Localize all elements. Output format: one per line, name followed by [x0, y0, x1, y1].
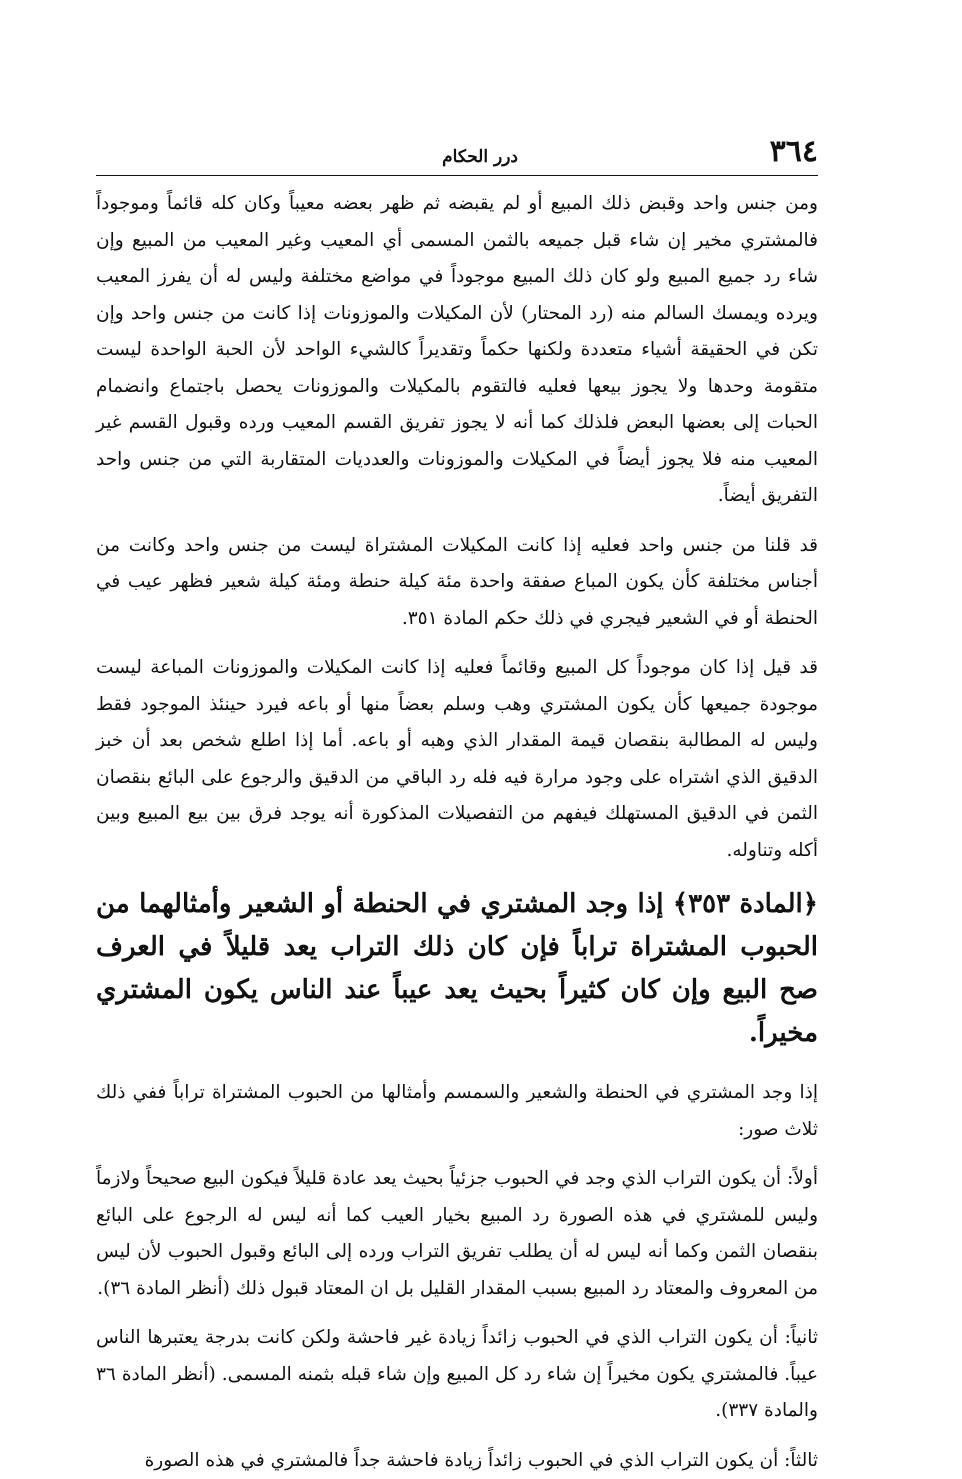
- page-header: [96, 130, 818, 180]
- running-title: درر الحكام: [442, 146, 518, 168]
- paragraph-7: ثالثاً: أن يكون التراب الذي في الحبوب زائداً زيادة فاحشة جداً فالمشتري في هذه الصورة: [96, 1443, 818, 1479]
- header-rule: [96, 175, 818, 176]
- document-page: [96, 130, 818, 1470]
- paragraph-5: أولاً: أن يكون التراب الذي وجد في الحبوب جزئياً بحيث يعد عادة قليلاً فيكون البيع صحيحاً ولازماً وليس للمشتري في هذه الصورة رد المبيع بخيار العيب كما أنه ليس له الرجوع على البائع بنقصان الثمن وكما أنه ليس له أن يطلب تفريق التراب ورده إلى البائع وقبول الحبوب لأن ليس من المعروف والمعتاد رد المبيع بسبب المقدار القليل بل ان المعتاد قبول ذلك (أنظر المادة ٣٦).: [96, 1161, 818, 1307]
- article-353-text: ﴿المادة ٣٥٣﴾ إذا وجد المشتري في الحنطة أو الشعير وأمثالهما من الحبوب المشتراة تراباً فإن كان ذلك التراب يعد قليلاً في العرف صح البيع وإن كان كثيراً بحيث يعد عيباً عند الناس يكون المشتري مخيراً.: [96, 883, 818, 1055]
- paragraph-3: قد قيل إذا كان موجوداً كل المبيع وقائماً فعليه إذا كانت المكيلات والموزونات المباعة ليست موجودة جميعها كأن يكون المشتري وهب وسلم بعضاً منها أو باعه فيرد حينئذ الموجود فقط وليس له المطالبة بنقصان قيمة المقدار الذي وهبه أو باعه. أما إذا اطلع شخص بعد أن خبز الدقيق الذي اشتراه على وجود مرارة فيه فله رد الباقي من الدقيق والرجوع على البائع بنقصان الثمن في الدقيق المستهلك فيفهم من التفصيلات المذكورة أنه يوجد فرق بين بيع المبيع وبين أكله وتناوله.: [96, 650, 818, 869]
- paragraph-2: قد قلنا من جنس واحد فعليه إذا كانت المكيلات المشتراة ليست من جنس واحد وكانت من أجناس مختلفة كأن يكون المباع صفقة واحدة مئة كيلة حنطة ومئة كيلة شعير فظهر عيب في الحنطة أو في الشعير فيجري في ذلك حكم المادة ٣٥١.: [96, 528, 818, 638]
- paragraph-1: ومن جنس واحد وقبض ذلك المبيع أو لم يقبضه ثم ظهر بعضه معيباً وكان كله قائماً وموجوداً فالمشتري مخير إن شاء قبل جميعه بالثمن المسمى أي المعيب وغير المعيب من المبيع وإن شاء رد جميع المبيع ولو كان ذلك المبيع موجوداً في مواضع مختلفة وليس له أن يفرز المعيب ويرده ويمسك السالم منه (رد المحتار) لأن المكيلات والموزونات إذا كانت من جنس واحد وإن تكن في الحقيقة أشياء متعددة ولكنها حكماً وتقديراً كالشيء الواحد لأن الحبة الواحدة ليست متقومة وحدها ولا يجوز بيعها فعليه فالتقوم بالمكيلات والموزونات يحصل باجتماع وانضمام الحبات إلى بعضها البعض فلذلك كما أنه لا يجوز تفريق القسم المعيب ورده وقبول القسم غير المعيب منه فلا يجوز أيضاً في المكيلات والموزونات والعدديات المتقاربة التي من جنس واحد التفريق أيضاً.: [96, 186, 818, 515]
- paragraph-6: ثانياً: أن يكون التراب الذي في الحبوب زائداً زيادة غير فاحشة ولكن كانت بدرجة يعتبرها الناس عيباً. فالمشتري يكون مخيراً إن شاء رد كل المبيع وإن شاء قبله بثمنه المسمى. (أنظر المادة ٣٦ والمادة ٣٣٧).: [96, 1320, 818, 1430]
- page-number: ٣٦٤: [770, 134, 818, 170]
- paragraph-4: إذا وجد المشتري في الحنطة والشعير والسمسم وأمثالها من الحبوب المشتراة تراباً ففي ذلك ثلاث صور:: [96, 1075, 818, 1148]
